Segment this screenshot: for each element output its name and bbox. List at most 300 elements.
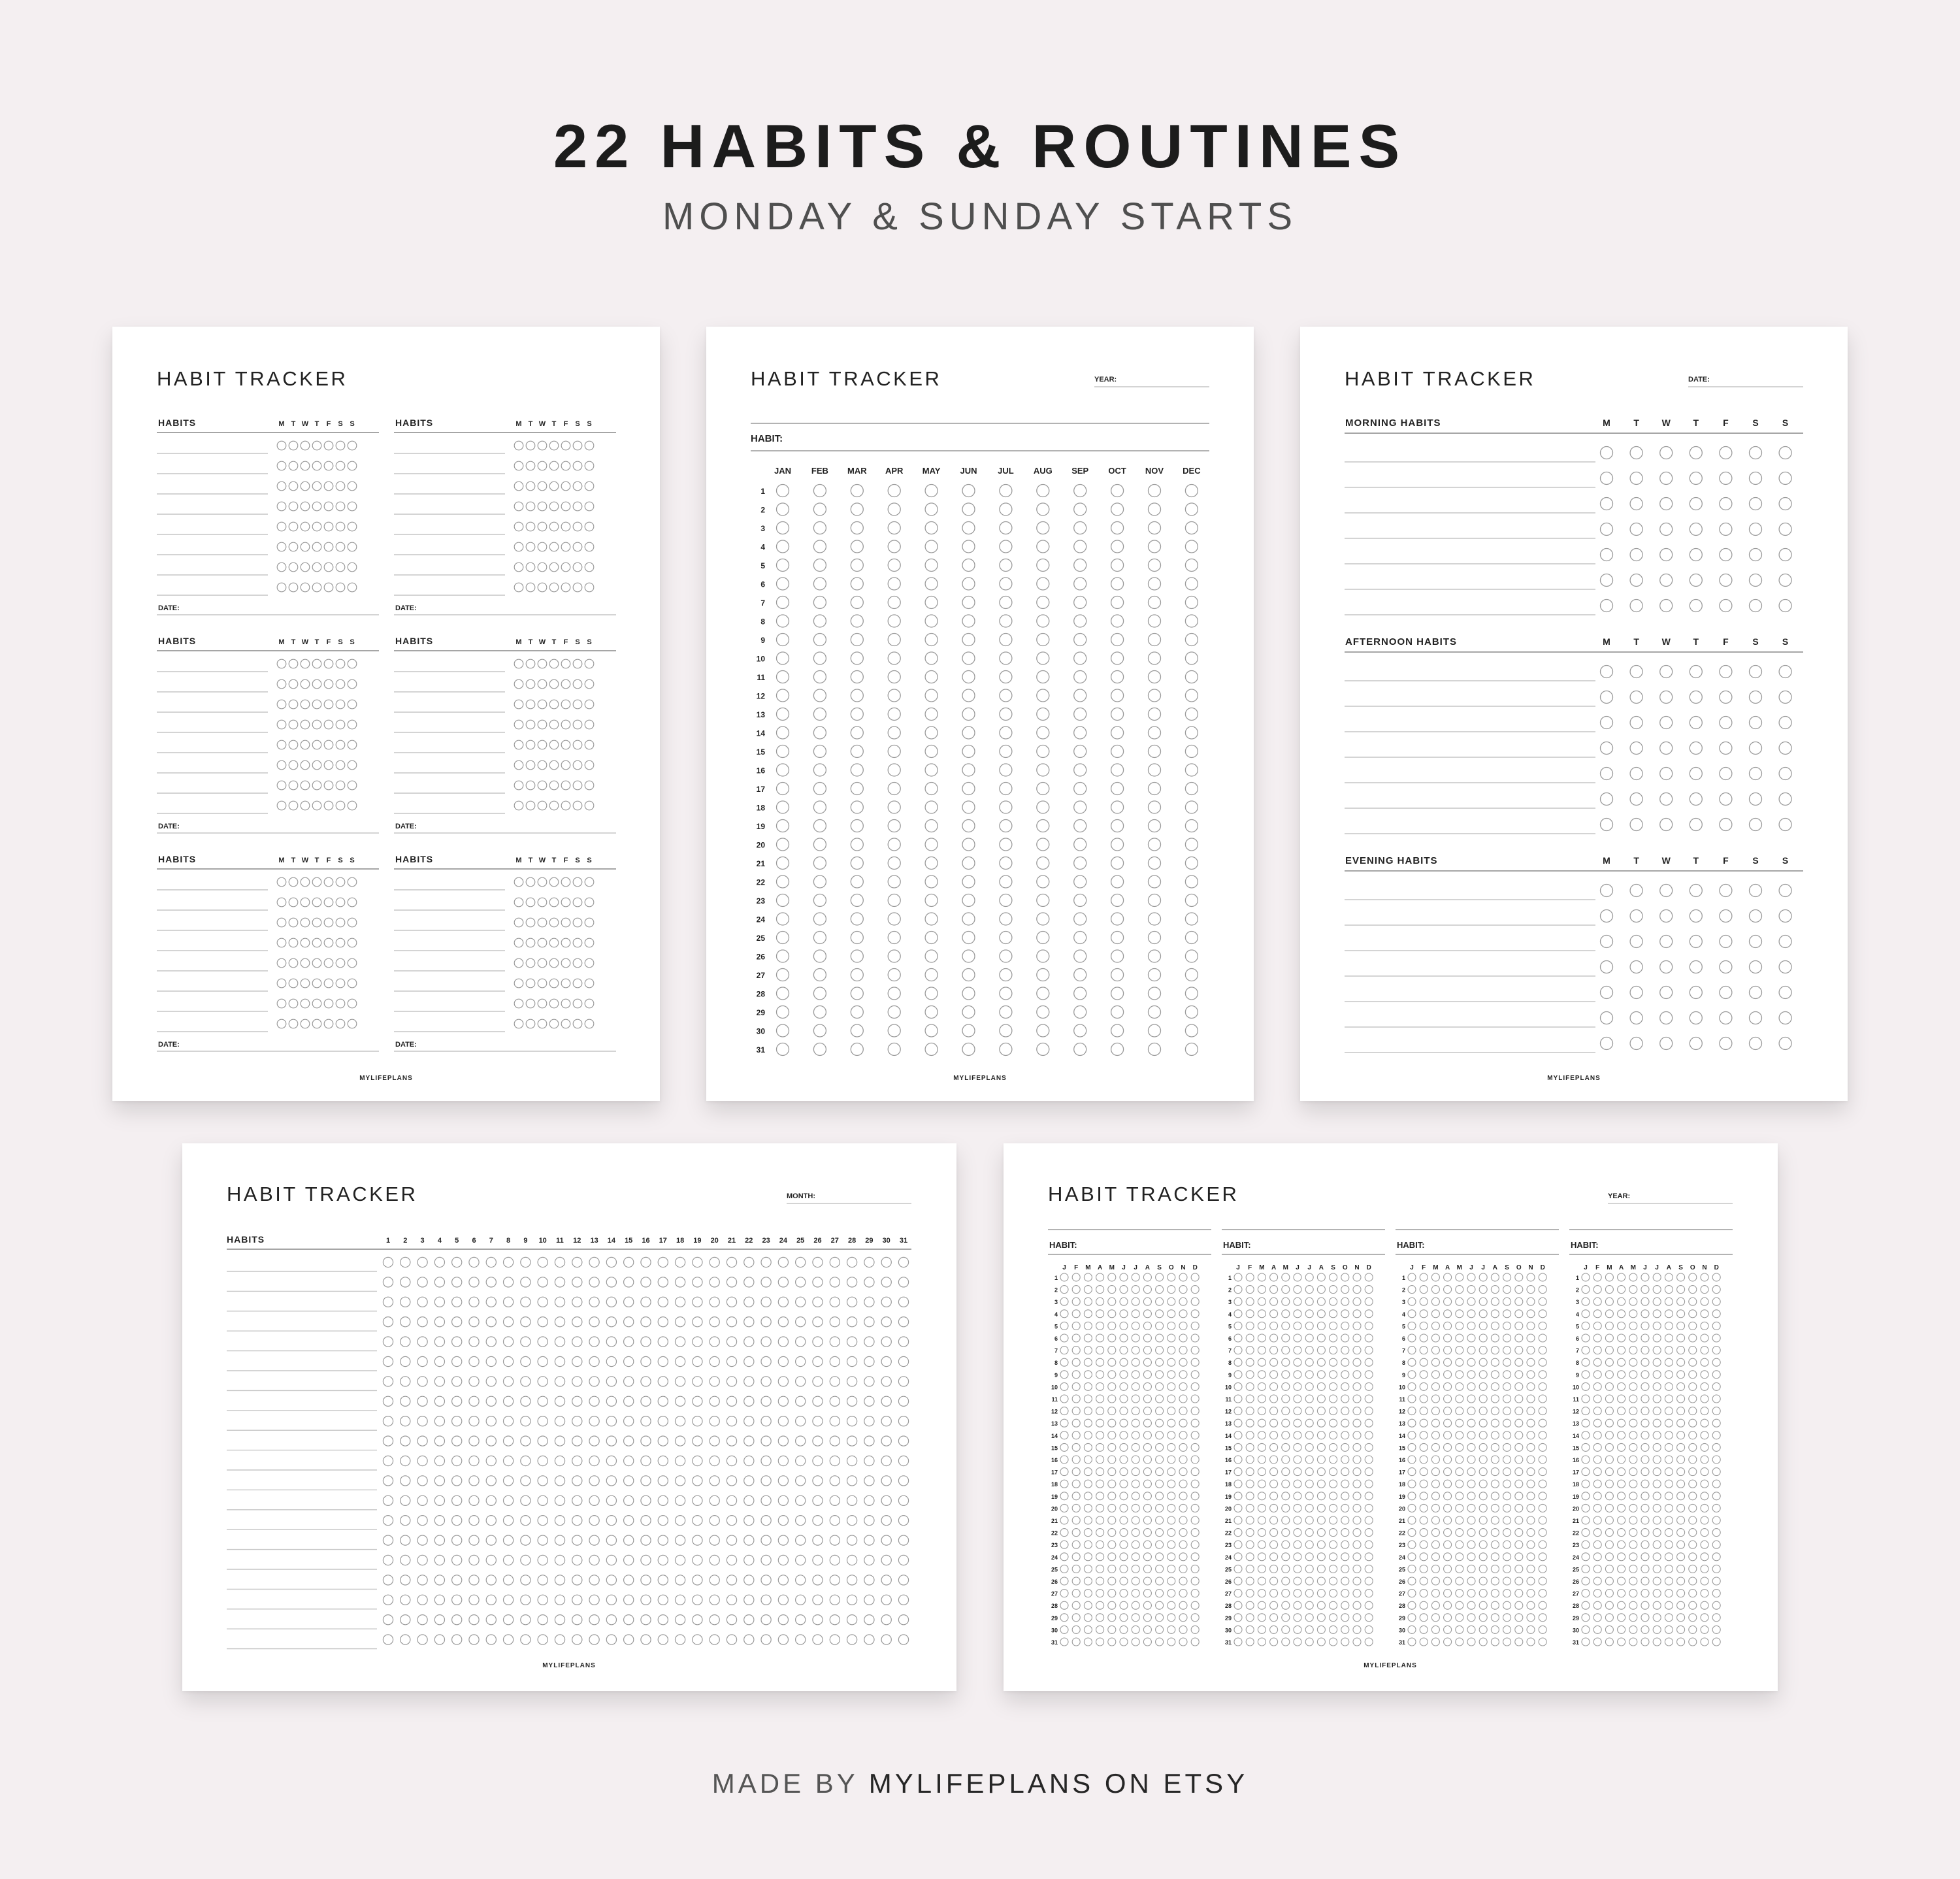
check-circle[interactable]: [641, 1516, 651, 1526]
check-circle[interactable]: [1111, 764, 1124, 776]
check-circle[interactable]: [1037, 783, 1049, 795]
check-circle[interactable]: [1341, 1273, 1349, 1281]
check-circle[interactable]: [888, 503, 900, 515]
check-circle[interactable]: [1234, 1577, 1242, 1585]
check-circle[interactable]: [1467, 1468, 1475, 1476]
check-circle[interactable]: [925, 894, 938, 907]
check-circle[interactable]: [1084, 1468, 1092, 1476]
check-circle[interactable]: [1072, 1529, 1080, 1537]
check-circle[interactable]: [1431, 1419, 1439, 1427]
check-circle[interactable]: [572, 1377, 582, 1386]
check-circle[interactable]: [301, 740, 310, 749]
check-circle[interactable]: [1143, 1480, 1151, 1488]
check-circle[interactable]: [1641, 1286, 1649, 1294]
check-circle[interactable]: [1660, 987, 1673, 999]
check-circle[interactable]: [1779, 600, 1791, 612]
check-circle[interactable]: [1179, 1492, 1187, 1500]
check-circle[interactable]: [813, 932, 826, 944]
check-circle[interactable]: [1294, 1286, 1301, 1294]
check-circle[interactable]: [336, 1019, 345, 1028]
check-circle[interactable]: [1653, 1395, 1661, 1403]
check-circle[interactable]: [1582, 1419, 1590, 1427]
check-circle[interactable]: [1677, 1504, 1685, 1512]
check-circle[interactable]: [1060, 1431, 1068, 1439]
check-circle[interactable]: [1072, 1322, 1080, 1330]
check-circle[interactable]: [1420, 1553, 1428, 1561]
check-circle[interactable]: [1185, 503, 1198, 515]
check-circle[interactable]: [1000, 950, 1012, 962]
check-circle[interactable]: [469, 1555, 479, 1565]
check-circle[interactable]: [1641, 1577, 1649, 1585]
check-circle[interactable]: [710, 1555, 719, 1565]
check-circle[interactable]: [1246, 1614, 1254, 1622]
check-circle[interactable]: [1444, 1541, 1452, 1548]
check-circle[interactable]: [777, 578, 789, 590]
check-circle[interactable]: [561, 482, 570, 491]
check-circle[interactable]: [1618, 1334, 1625, 1342]
check-circle[interactable]: [1108, 1431, 1116, 1439]
check-circle[interactable]: [1317, 1480, 1325, 1488]
check-circle[interactable]: [1132, 1577, 1139, 1585]
check-circle[interactable]: [1365, 1322, 1373, 1330]
check-circle[interactable]: [1185, 485, 1198, 497]
check-circle[interactable]: [538, 781, 547, 790]
check-circle[interactable]: [277, 522, 286, 531]
check-circle[interactable]: [1060, 1480, 1068, 1488]
check-circle[interactable]: [1000, 764, 1012, 776]
check-circle[interactable]: [1074, 596, 1086, 609]
check-circle[interactable]: [710, 1416, 719, 1426]
check-circle[interactable]: [1168, 1553, 1175, 1561]
check-circle[interactable]: [589, 1356, 599, 1366]
check-circle[interactable]: [573, 740, 582, 749]
check-circle[interactable]: [1503, 1601, 1511, 1609]
check-circle[interactable]: [1779, 472, 1791, 485]
check-circle[interactable]: [1060, 1516, 1068, 1524]
check-circle[interactable]: [1037, 764, 1049, 776]
check-circle[interactable]: [813, 615, 826, 627]
check-circle[interactable]: [1330, 1553, 1337, 1561]
check-circle[interactable]: [1330, 1322, 1337, 1330]
check-circle[interactable]: [1294, 1322, 1301, 1330]
check-circle[interactable]: [1618, 1601, 1625, 1609]
check-circle[interactable]: [888, 801, 900, 813]
check-circle[interactable]: [1179, 1504, 1187, 1512]
check-circle[interactable]: [830, 1595, 840, 1605]
check-circle[interactable]: [1111, 1043, 1124, 1056]
check-circle[interactable]: [847, 1277, 857, 1287]
check-circle[interactable]: [1132, 1443, 1139, 1451]
check-circle[interactable]: [676, 1377, 685, 1386]
check-circle[interactable]: [778, 1456, 788, 1465]
check-circle[interactable]: [1120, 1529, 1128, 1537]
check-circle[interactable]: [1317, 1431, 1325, 1439]
check-circle[interactable]: [1037, 1024, 1049, 1037]
check-circle[interactable]: [1108, 1273, 1116, 1281]
check-circle[interactable]: [1431, 1480, 1439, 1488]
check-circle[interactable]: [400, 1277, 410, 1287]
check-circle[interactable]: [1234, 1322, 1242, 1330]
check-circle[interactable]: [1641, 1431, 1649, 1439]
check-circle[interactable]: [1660, 717, 1673, 729]
check-circle[interactable]: [572, 1595, 582, 1605]
check-circle[interactable]: [1246, 1431, 1254, 1439]
check-circle[interactable]: [1108, 1322, 1116, 1330]
check-circle[interactable]: [1527, 1382, 1535, 1390]
check-circle[interactable]: [1653, 1516, 1661, 1524]
check-circle[interactable]: [1168, 1516, 1175, 1524]
check-circle[interactable]: [1185, 652, 1198, 664]
check-circle[interactable]: [962, 838, 975, 851]
check-circle[interactable]: [1431, 1492, 1439, 1500]
check-circle[interactable]: [1096, 1334, 1104, 1342]
check-circle[interactable]: [1132, 1614, 1139, 1622]
check-circle[interactable]: [1582, 1565, 1590, 1573]
check-circle[interactable]: [417, 1297, 427, 1307]
check-circle[interactable]: [400, 1416, 410, 1426]
check-circle[interactable]: [744, 1476, 754, 1486]
check-circle[interactable]: [1665, 1298, 1673, 1305]
check-circle[interactable]: [1641, 1371, 1649, 1379]
check-circle[interactable]: [1294, 1565, 1301, 1573]
check-circle[interactable]: [1408, 1371, 1416, 1379]
check-circle[interactable]: [1317, 1456, 1325, 1463]
check-circle[interactable]: [549, 938, 559, 947]
check-circle[interactable]: [1660, 549, 1673, 561]
check-circle[interactable]: [1601, 961, 1613, 973]
check-circle[interactable]: [1605, 1407, 1613, 1415]
check-circle[interactable]: [1701, 1443, 1708, 1451]
check-circle[interactable]: [898, 1337, 908, 1347]
check-circle[interactable]: [1060, 1347, 1068, 1354]
check-circle[interactable]: [1408, 1298, 1416, 1305]
check-circle[interactable]: [1527, 1419, 1535, 1427]
check-circle[interactable]: [1365, 1614, 1373, 1622]
check-circle[interactable]: [1156, 1553, 1164, 1561]
check-circle[interactable]: [1317, 1626, 1325, 1633]
check-circle[interactable]: [555, 1436, 564, 1446]
check-circle[interactable]: [1084, 1480, 1092, 1488]
check-circle[interactable]: [962, 522, 975, 534]
check-circle[interactable]: [1491, 1273, 1499, 1281]
check-circle[interactable]: [1408, 1480, 1416, 1488]
check-circle[interactable]: [1191, 1504, 1199, 1512]
check-circle[interactable]: [1341, 1504, 1349, 1512]
check-circle[interactable]: [1149, 875, 1161, 888]
check-circle[interactable]: [1132, 1334, 1139, 1342]
check-circle[interactable]: [1444, 1626, 1452, 1633]
check-circle[interactable]: [1605, 1419, 1613, 1427]
check-circle[interactable]: [962, 503, 975, 515]
check-circle[interactable]: [1191, 1626, 1199, 1633]
check-circle[interactable]: [1365, 1456, 1373, 1463]
check-circle[interactable]: [452, 1396, 462, 1406]
check-circle[interactable]: [555, 1635, 564, 1644]
check-circle[interactable]: [962, 894, 975, 907]
check-circle[interactable]: [336, 938, 345, 947]
check-circle[interactable]: [1750, 742, 1762, 755]
check-circle[interactable]: [1456, 1334, 1463, 1342]
check-circle[interactable]: [1294, 1504, 1301, 1512]
check-circle[interactable]: [1665, 1382, 1673, 1390]
check-circle[interactable]: [851, 503, 863, 515]
check-circle[interactable]: [676, 1615, 685, 1625]
check-circle[interactable]: [555, 1277, 564, 1287]
check-circle[interactable]: [1420, 1395, 1428, 1403]
check-circle[interactable]: [1000, 987, 1012, 1000]
check-circle[interactable]: [1539, 1395, 1546, 1403]
check-circle[interactable]: [1074, 1006, 1086, 1019]
check-circle[interactable]: [312, 700, 321, 709]
check-circle[interactable]: [589, 1595, 599, 1605]
check-circle[interactable]: [1665, 1492, 1673, 1500]
check-circle[interactable]: [1479, 1541, 1487, 1548]
check-circle[interactable]: [324, 502, 333, 511]
check-circle[interactable]: [585, 740, 594, 749]
check-circle[interactable]: [1305, 1553, 1313, 1561]
check-circle[interactable]: [1653, 1541, 1661, 1548]
check-circle[interactable]: [1582, 1492, 1590, 1500]
check-circle[interactable]: [1601, 1012, 1613, 1024]
check-circle[interactable]: [658, 1297, 668, 1307]
check-circle[interactable]: [1690, 472, 1702, 485]
check-circle[interactable]: [1605, 1298, 1613, 1305]
check-circle[interactable]: [1108, 1516, 1116, 1524]
check-circle[interactable]: [521, 1436, 531, 1446]
check-circle[interactable]: [1467, 1395, 1475, 1403]
check-circle[interactable]: [1185, 708, 1198, 721]
check-circle[interactable]: [277, 999, 286, 1008]
check-circle[interactable]: [1630, 1038, 1642, 1050]
check-circle[interactable]: [1527, 1298, 1535, 1305]
check-circle[interactable]: [888, 783, 900, 795]
check-circle[interactable]: [813, 671, 826, 683]
check-circle[interactable]: [1330, 1286, 1337, 1294]
check-circle[interactable]: [1111, 689, 1124, 702]
check-circle[interactable]: [962, 615, 975, 627]
check-circle[interactable]: [514, 781, 523, 790]
check-circle[interactable]: [676, 1476, 685, 1486]
check-circle[interactable]: [710, 1495, 719, 1505]
check-circle[interactable]: [324, 1019, 333, 1028]
check-circle[interactable]: [851, 1006, 863, 1019]
check-circle[interactable]: [777, 838, 789, 851]
check-circle[interactable]: [526, 461, 535, 470]
check-circle[interactable]: [851, 1024, 863, 1037]
check-circle[interactable]: [1653, 1529, 1661, 1537]
check-circle[interactable]: [1037, 1043, 1049, 1056]
check-circle[interactable]: [452, 1297, 462, 1307]
check-circle[interactable]: [693, 1555, 702, 1565]
check-circle[interactable]: [898, 1317, 908, 1327]
check-circle[interactable]: [864, 1356, 874, 1366]
check-circle[interactable]: [606, 1416, 616, 1426]
check-circle[interactable]: [1503, 1468, 1511, 1476]
check-circle[interactable]: [1689, 1541, 1697, 1548]
check-circle[interactable]: [1294, 1601, 1301, 1609]
check-circle[interactable]: [1294, 1273, 1301, 1281]
check-circle[interactable]: [1689, 1371, 1697, 1379]
check-circle[interactable]: [1750, 691, 1762, 704]
check-circle[interactable]: [573, 679, 582, 689]
check-circle[interactable]: [606, 1555, 616, 1565]
check-circle[interactable]: [898, 1377, 908, 1386]
check-circle[interactable]: [1431, 1298, 1439, 1305]
check-circle[interactable]: [1479, 1419, 1487, 1427]
check-circle[interactable]: [1108, 1286, 1116, 1294]
check-circle[interactable]: [526, 720, 535, 729]
check-circle[interactable]: [606, 1595, 616, 1605]
check-circle[interactable]: [1168, 1529, 1175, 1537]
check-circle[interactable]: [1750, 793, 1762, 806]
check-circle[interactable]: [504, 1575, 514, 1585]
check-circle[interactable]: [1539, 1553, 1546, 1561]
check-circle[interactable]: [1294, 1638, 1301, 1646]
check-circle[interactable]: [1149, 913, 1161, 925]
check-circle[interactable]: [847, 1635, 857, 1644]
check-circle[interactable]: [1072, 1419, 1080, 1427]
check-circle[interactable]: [1491, 1322, 1499, 1330]
check-circle[interactable]: [1084, 1456, 1092, 1463]
check-circle[interactable]: [1330, 1516, 1337, 1524]
check-circle[interactable]: [289, 1019, 298, 1028]
check-circle[interactable]: [1037, 485, 1049, 497]
check-circle[interactable]: [624, 1317, 634, 1327]
check-circle[interactable]: [1305, 1443, 1313, 1451]
check-circle[interactable]: [1108, 1395, 1116, 1403]
check-circle[interactable]: [1111, 522, 1124, 534]
check-circle[interactable]: [1120, 1407, 1128, 1415]
check-circle[interactable]: [1037, 950, 1049, 962]
check-circle[interactable]: [925, 950, 938, 962]
check-circle[interactable]: [1479, 1590, 1487, 1597]
check-circle[interactable]: [1317, 1577, 1325, 1585]
check-circle[interactable]: [851, 950, 863, 962]
check-circle[interactable]: [1084, 1298, 1092, 1305]
check-circle[interactable]: [1601, 574, 1613, 587]
check-circle[interactable]: [777, 783, 789, 795]
check-circle[interactable]: [1120, 1492, 1128, 1500]
check-circle[interactable]: [693, 1396, 702, 1406]
check-circle[interactable]: [796, 1377, 806, 1386]
check-circle[interactable]: [538, 482, 547, 491]
check-circle[interactable]: [573, 542, 582, 551]
check-circle[interactable]: [898, 1356, 908, 1366]
check-circle[interactable]: [1720, 742, 1732, 755]
check-circle[interactable]: [1601, 498, 1613, 510]
check-circle[interactable]: [1353, 1334, 1361, 1342]
check-circle[interactable]: [641, 1456, 651, 1465]
check-circle[interactable]: [693, 1356, 702, 1366]
check-circle[interactable]: [851, 1043, 863, 1056]
check-circle[interactable]: [1353, 1614, 1361, 1622]
check-circle[interactable]: [1665, 1504, 1673, 1512]
check-circle[interactable]: [1456, 1431, 1463, 1439]
check-circle[interactable]: [1156, 1492, 1164, 1500]
check-circle[interactable]: [1444, 1456, 1452, 1463]
check-circle[interactable]: [1408, 1529, 1416, 1537]
check-circle[interactable]: [744, 1377, 754, 1386]
check-circle[interactable]: [301, 877, 310, 887]
check-circle[interactable]: [1641, 1456, 1649, 1463]
check-circle[interactable]: [1341, 1371, 1349, 1379]
check-circle[interactable]: [1420, 1322, 1428, 1330]
check-circle[interactable]: [417, 1257, 427, 1267]
check-circle[interactable]: [585, 898, 594, 907]
check-circle[interactable]: [1258, 1286, 1266, 1294]
check-circle[interactable]: [796, 1257, 806, 1267]
check-circle[interactable]: [830, 1277, 840, 1287]
check-circle[interactable]: [1149, 522, 1161, 534]
check-circle[interactable]: [898, 1595, 908, 1605]
check-circle[interactable]: [585, 441, 594, 450]
check-circle[interactable]: [1000, 522, 1012, 534]
check-circle[interactable]: [1629, 1480, 1637, 1488]
check-circle[interactable]: [925, 987, 938, 1000]
check-circle[interactable]: [813, 522, 826, 534]
check-circle[interactable]: [1503, 1565, 1511, 1573]
check-circle[interactable]: [1456, 1407, 1463, 1415]
check-circle[interactable]: [1503, 1382, 1511, 1390]
check-circle[interactable]: [1143, 1298, 1151, 1305]
check-circle[interactable]: [1282, 1516, 1290, 1524]
check-circle[interactable]: [761, 1436, 771, 1446]
check-circle[interactable]: [1317, 1371, 1325, 1379]
check-circle[interactable]: [1515, 1443, 1523, 1451]
check-circle[interactable]: [1503, 1626, 1511, 1633]
check-circle[interactable]: [1060, 1334, 1068, 1342]
check-circle[interactable]: [761, 1495, 771, 1505]
check-circle[interactable]: [1467, 1492, 1475, 1500]
check-circle[interactable]: [538, 801, 547, 810]
check-circle[interactable]: [1317, 1419, 1325, 1427]
check-circle[interactable]: [1294, 1529, 1301, 1537]
check-circle[interactable]: [486, 1615, 496, 1625]
check-circle[interactable]: [693, 1257, 702, 1267]
check-circle[interactable]: [383, 1575, 393, 1585]
check-circle[interactable]: [1179, 1371, 1187, 1379]
check-circle[interactable]: [1294, 1480, 1301, 1488]
check-circle[interactable]: [383, 1257, 393, 1267]
check-circle[interactable]: [1456, 1468, 1463, 1476]
check-circle[interactable]: [777, 875, 789, 888]
check-circle[interactable]: [1132, 1468, 1139, 1476]
check-circle[interactable]: [1108, 1492, 1116, 1500]
check-circle[interactable]: [1330, 1382, 1337, 1390]
check-circle[interactable]: [1491, 1334, 1499, 1342]
check-circle[interactable]: [1712, 1443, 1720, 1451]
check-circle[interactable]: [1689, 1504, 1697, 1512]
check-circle[interactable]: [1779, 885, 1791, 897]
check-circle[interactable]: [573, 999, 582, 1008]
check-circle[interactable]: [549, 542, 559, 551]
check-circle[interactable]: [1593, 1419, 1601, 1427]
check-circle[interactable]: [727, 1257, 736, 1267]
check-circle[interactable]: [744, 1317, 754, 1327]
check-circle[interactable]: [1444, 1273, 1452, 1281]
check-circle[interactable]: [1431, 1504, 1439, 1512]
check-circle[interactable]: [1096, 1614, 1104, 1622]
check-circle[interactable]: [777, 969, 789, 981]
check-circle[interactable]: [847, 1555, 857, 1565]
check-circle[interactable]: [1132, 1395, 1139, 1403]
check-circle[interactable]: [830, 1456, 840, 1465]
check-circle[interactable]: [1084, 1541, 1092, 1548]
check-circle[interactable]: [1270, 1443, 1278, 1451]
check-circle[interactable]: [1234, 1431, 1242, 1439]
check-circle[interactable]: [1690, 574, 1702, 587]
check-circle[interactable]: [851, 894, 863, 907]
